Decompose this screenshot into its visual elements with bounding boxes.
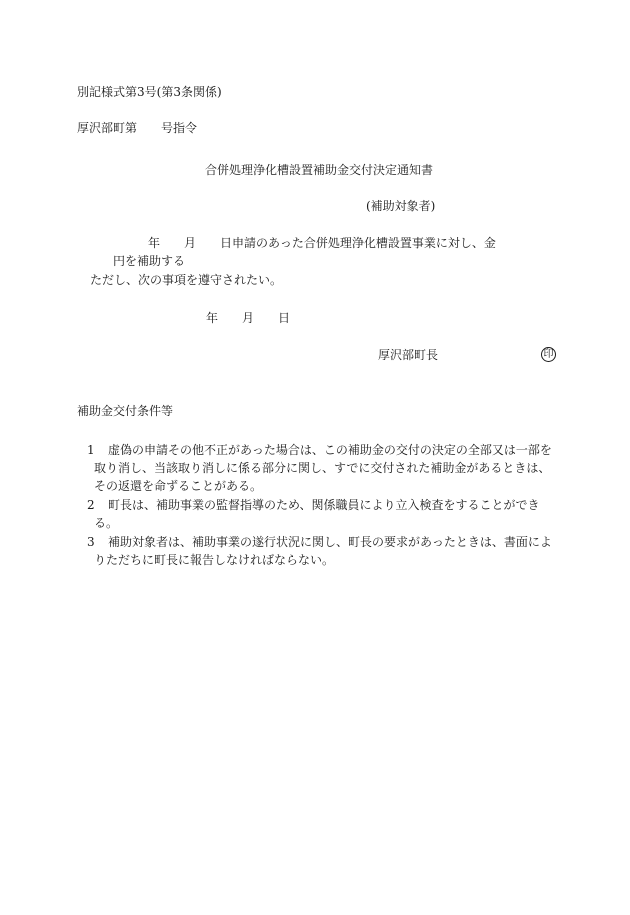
body-line-1: 年 月 日申請のあった合併処理浄化槽設置事業に対し、金 xyxy=(148,236,496,250)
condition-item xyxy=(77,441,564,495)
condition-text-cont: る。 xyxy=(94,516,119,530)
document-title: 合併処理浄化槽設置補助金交付決定通知書 xyxy=(205,163,434,177)
date-line: 年 月 日 xyxy=(206,311,291,325)
document-number: 厚沢部町第 号指令 xyxy=(77,121,198,135)
condition-item xyxy=(77,533,564,569)
issuer-name: 厚沢部町長 xyxy=(378,348,439,362)
recipient-label: (補助対象者) xyxy=(366,199,436,213)
condition-text: 町長は、補助事業の監督指導のため、関係職員により立入検査をすることができ xyxy=(108,498,540,512)
condition-text-cont: その返還を命ずることがある。 xyxy=(94,479,263,493)
body-line-2: 円を補助する xyxy=(113,254,186,268)
condition-text: 補助対象者は、補助事業の遂行状況に関し、町長の要求があったときは、書面によ xyxy=(108,535,552,549)
body-line-3: ただし、次の事項を遵守されたい。 xyxy=(90,273,283,287)
condition-number: 1 xyxy=(87,443,95,457)
seal-mark: 印 xyxy=(541,347,556,362)
condition-item xyxy=(77,496,564,532)
conditions-heading: 補助金交付条件等 xyxy=(77,404,174,418)
condition-text-cont: 取り消し、当該取り消しに係る部分に関し、すでに交付された補助金があるときは、 xyxy=(94,461,551,475)
condition-number: 3 xyxy=(87,535,95,549)
form-label: 別記様式第3号(第3条関係) xyxy=(77,85,222,99)
condition-number: 2 xyxy=(87,498,95,512)
condition-text: 虚偽の申請その他不正があった場合は、この補助金の交付の決定の全部又は一部を xyxy=(108,443,552,457)
condition-text-cont: りただちに町長に報告しなければならない。 xyxy=(94,553,335,567)
